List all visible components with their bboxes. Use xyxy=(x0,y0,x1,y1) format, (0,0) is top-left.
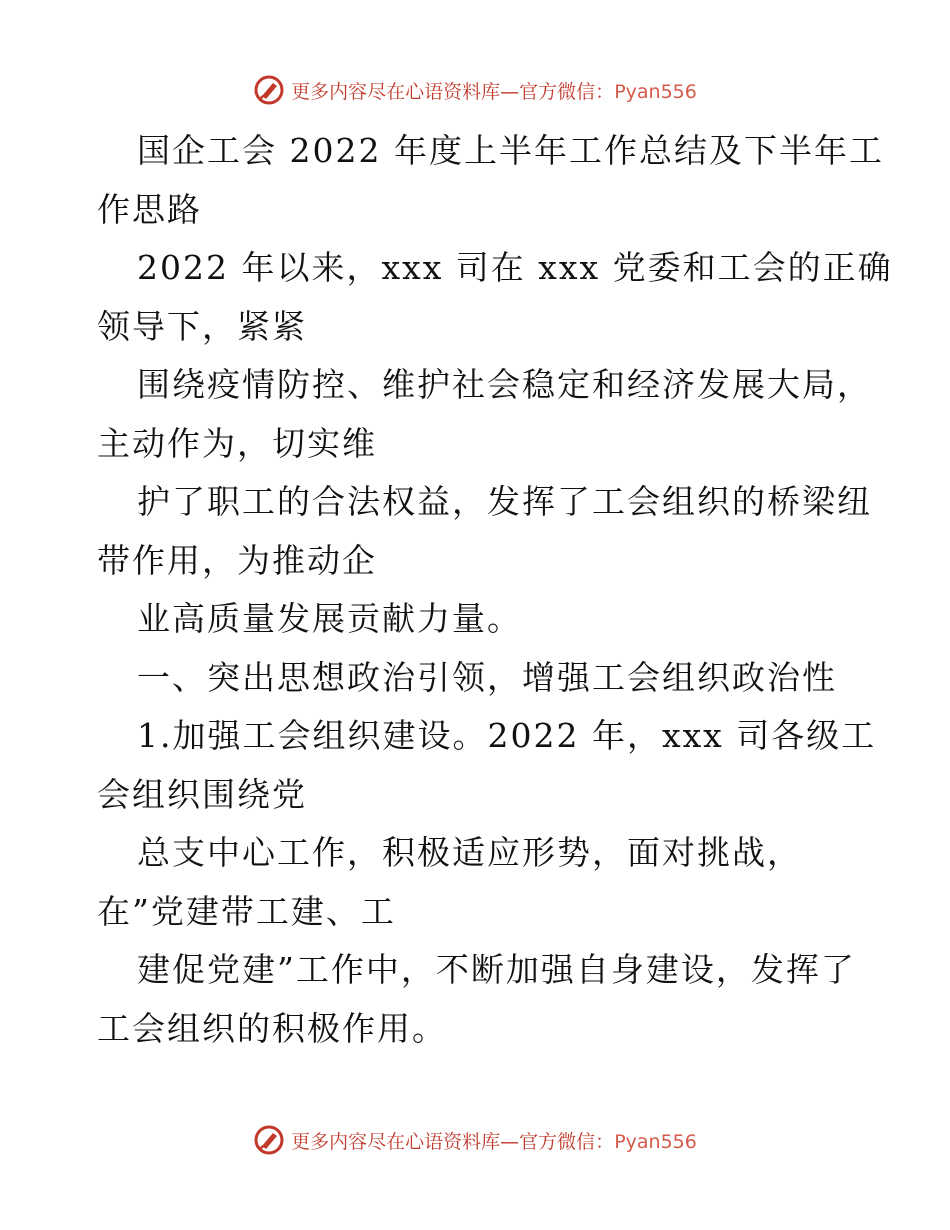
header-banner xyxy=(0,70,950,110)
doc-paragraph-line: 在”党建带工建、工 xyxy=(97,891,396,931)
doc-paragraph-line: 主动作为，切实维 xyxy=(97,423,377,463)
doc-paragraph-line: 工会组织的积极作用。 xyxy=(97,1008,447,1048)
header-banner-main: 更多内容尽在心语资料库 xyxy=(291,80,501,103)
doc-paragraph-line: 围绕疫情防控、维护社会稳定和经济发展大局， xyxy=(137,365,872,404)
doc-paragraph-line: 会组织围绕党 xyxy=(97,774,307,814)
doc-paragraph-line: 建促党建”工作中，不断加强自身建设，发挥了 xyxy=(137,950,856,989)
header-banner-wechat-id: Pyan556 xyxy=(614,80,697,103)
brand-logo-icon xyxy=(253,1124,285,1156)
doc-section-heading: 一、突出思想政治引领，增强工会组织政治性 xyxy=(137,657,837,697)
doc-paragraph-line: 1.加强工会组织建设。2022 年，xxx 司各级工 xyxy=(137,716,877,755)
doc-title-line-2: 作思路 xyxy=(97,189,202,229)
header-banner-text xyxy=(291,77,697,104)
footer-banner-main: 更多内容尽在心语资料库 xyxy=(291,1130,501,1153)
doc-paragraph-line: 2022 年以来，xxx 司在 xxx 党委和工会的正确 xyxy=(137,248,893,287)
footer-banner-separator: — xyxy=(500,1130,520,1153)
doc-paragraph-line: 总支中心工作，积极适应形势，面对挑战， xyxy=(137,833,802,872)
doc-paragraph-line: 业高质量发展贡献力量。 xyxy=(137,599,522,638)
footer-banner-wechat-id: Pyan556 xyxy=(614,1130,697,1153)
brand-logo-icon xyxy=(253,74,285,106)
footer-banner xyxy=(0,1120,950,1160)
doc-title-line-1: 国企工会 2022 年度上半年工作总结及下半年工 xyxy=(137,131,884,170)
document-body xyxy=(97,122,893,1058)
doc-paragraph-line: 护了职工的合法权益，发挥了工会组织的桥梁纽 xyxy=(137,482,872,521)
header-banner-separator: — xyxy=(500,80,520,103)
doc-paragraph-line: 领导下，紧紧 xyxy=(97,306,307,346)
doc-paragraph-line: 带作用，为推动企 xyxy=(97,540,377,580)
header-banner-official: 官方微信： xyxy=(519,80,615,103)
footer-banner-official: 官方微信： xyxy=(519,1130,615,1153)
footer-banner-text xyxy=(291,1127,697,1154)
